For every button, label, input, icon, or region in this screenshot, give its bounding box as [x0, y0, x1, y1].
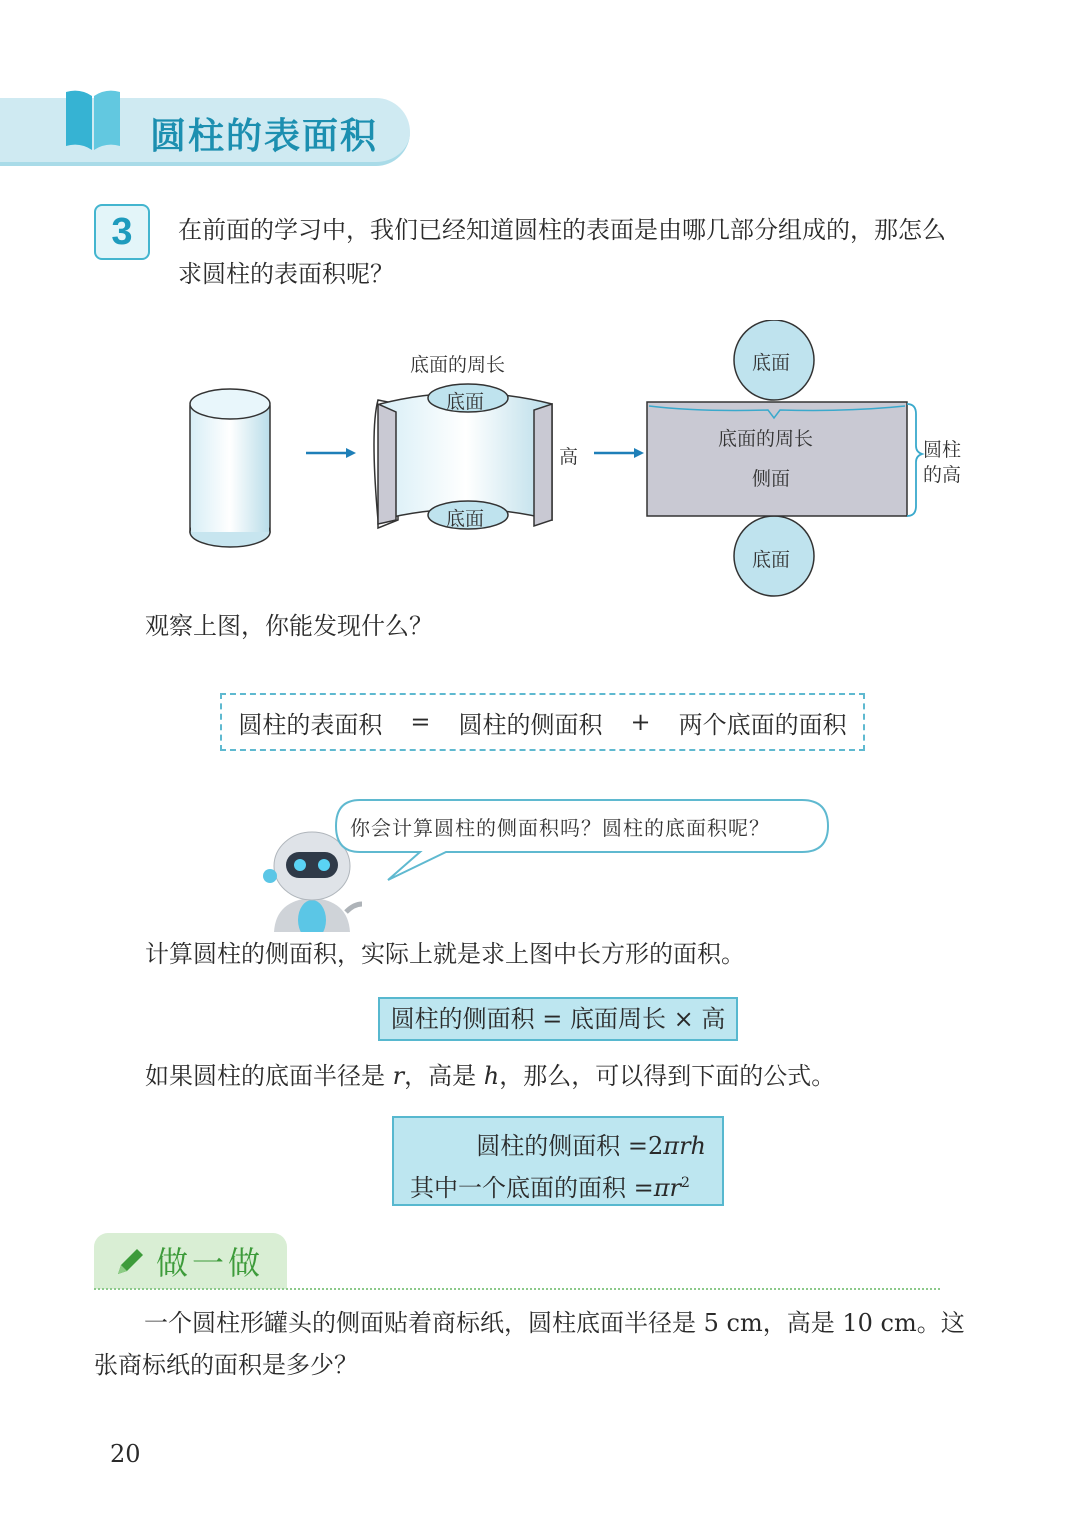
formula-part1: 圆柱的侧面积	[458, 710, 603, 739]
base-area-vars: πr	[653, 1174, 681, 1202]
practice-question: 一个圆柱形罐头的侧面贴着商标纸，圆柱底面半径是 5 cm，高是 10 cm。这张商标纸的面积是多少？	[94, 1309, 965, 1379]
arrow-right-icon	[594, 448, 644, 458]
lateral-formula-box: 圆柱的侧面积 = 底面周长 × 高	[378, 997, 738, 1041]
base-area-formula	[410, 1168, 690, 1203]
label-cylinder-height-1: 圆柱	[923, 439, 962, 461]
lateral-area-formula	[476, 1126, 706, 1161]
var-r: r	[392, 1062, 405, 1090]
label-rect-circumference: 底面的周长	[718, 428, 814, 450]
label-base-top: 底面	[446, 391, 485, 413]
surface-area-formula	[220, 693, 865, 751]
cylinder-net-diagram	[180, 320, 1000, 610]
label-base-bottom: 底面	[446, 508, 485, 530]
base-area-label: 其中一个底面的面积 =	[410, 1174, 654, 1202]
practice-divider	[94, 1288, 940, 1290]
practice-text	[94, 1302, 974, 1386]
pencil-icon	[112, 1244, 148, 1280]
arrow-right-icon	[306, 448, 356, 458]
page-number: 20	[110, 1440, 141, 1468]
label-base-circumference: 底面的周长	[410, 354, 506, 376]
radius-text-a: 如果圆柱的底面半径是	[145, 1062, 393, 1090]
lateral-area-label: 圆柱的侧面积 =2	[476, 1132, 664, 1160]
cylinder-shape	[190, 389, 270, 547]
speech-text: 你会计算圆柱的侧面积吗？圆柱的底面积呢？	[350, 816, 770, 840]
speech-bubble	[334, 798, 830, 884]
radius-text-b: ，高是	[404, 1062, 484, 1090]
label-height: 高	[559, 446, 579, 468]
label-circle-bottom: 底面	[752, 549, 791, 571]
var-h: h	[483, 1062, 500, 1090]
formula-part2: 两个底面的面积	[678, 710, 847, 739]
observe-prompt: 观察上图，你能发现什么？	[145, 612, 433, 640]
open-book-icon	[62, 86, 124, 154]
radius-text-c: ，那么，可以得到下面的公式。	[499, 1062, 836, 1090]
lateral-area-vars: πrh	[663, 1132, 706, 1160]
area-formula-box	[392, 1116, 724, 1206]
base-area-exponent: 2	[681, 1175, 690, 1191]
label-cylinder-height-2: 的高	[923, 464, 962, 486]
example-intro: 在前面的学习中，我们已经知道圆柱的表面是由哪几部分组成的，那怎么求圆柱的表面积呢？	[178, 216, 946, 288]
formula-plus: +	[630, 708, 651, 736]
formula-lhs: 圆柱的表面积	[238, 710, 383, 739]
label-lateral-face: 侧面	[752, 468, 791, 490]
practice-title: 做一做	[156, 1244, 265, 1282]
example-number: 3	[94, 204, 150, 260]
page-title: 圆柱的表面积	[150, 116, 379, 157]
formula-equals: =	[410, 708, 431, 736]
radius-text	[145, 1056, 835, 1091]
lateral-explanation: 计算圆柱的侧面积，实际上就是求上图中长方形的面积。	[145, 940, 745, 968]
label-circle-top: 底面	[752, 352, 791, 374]
